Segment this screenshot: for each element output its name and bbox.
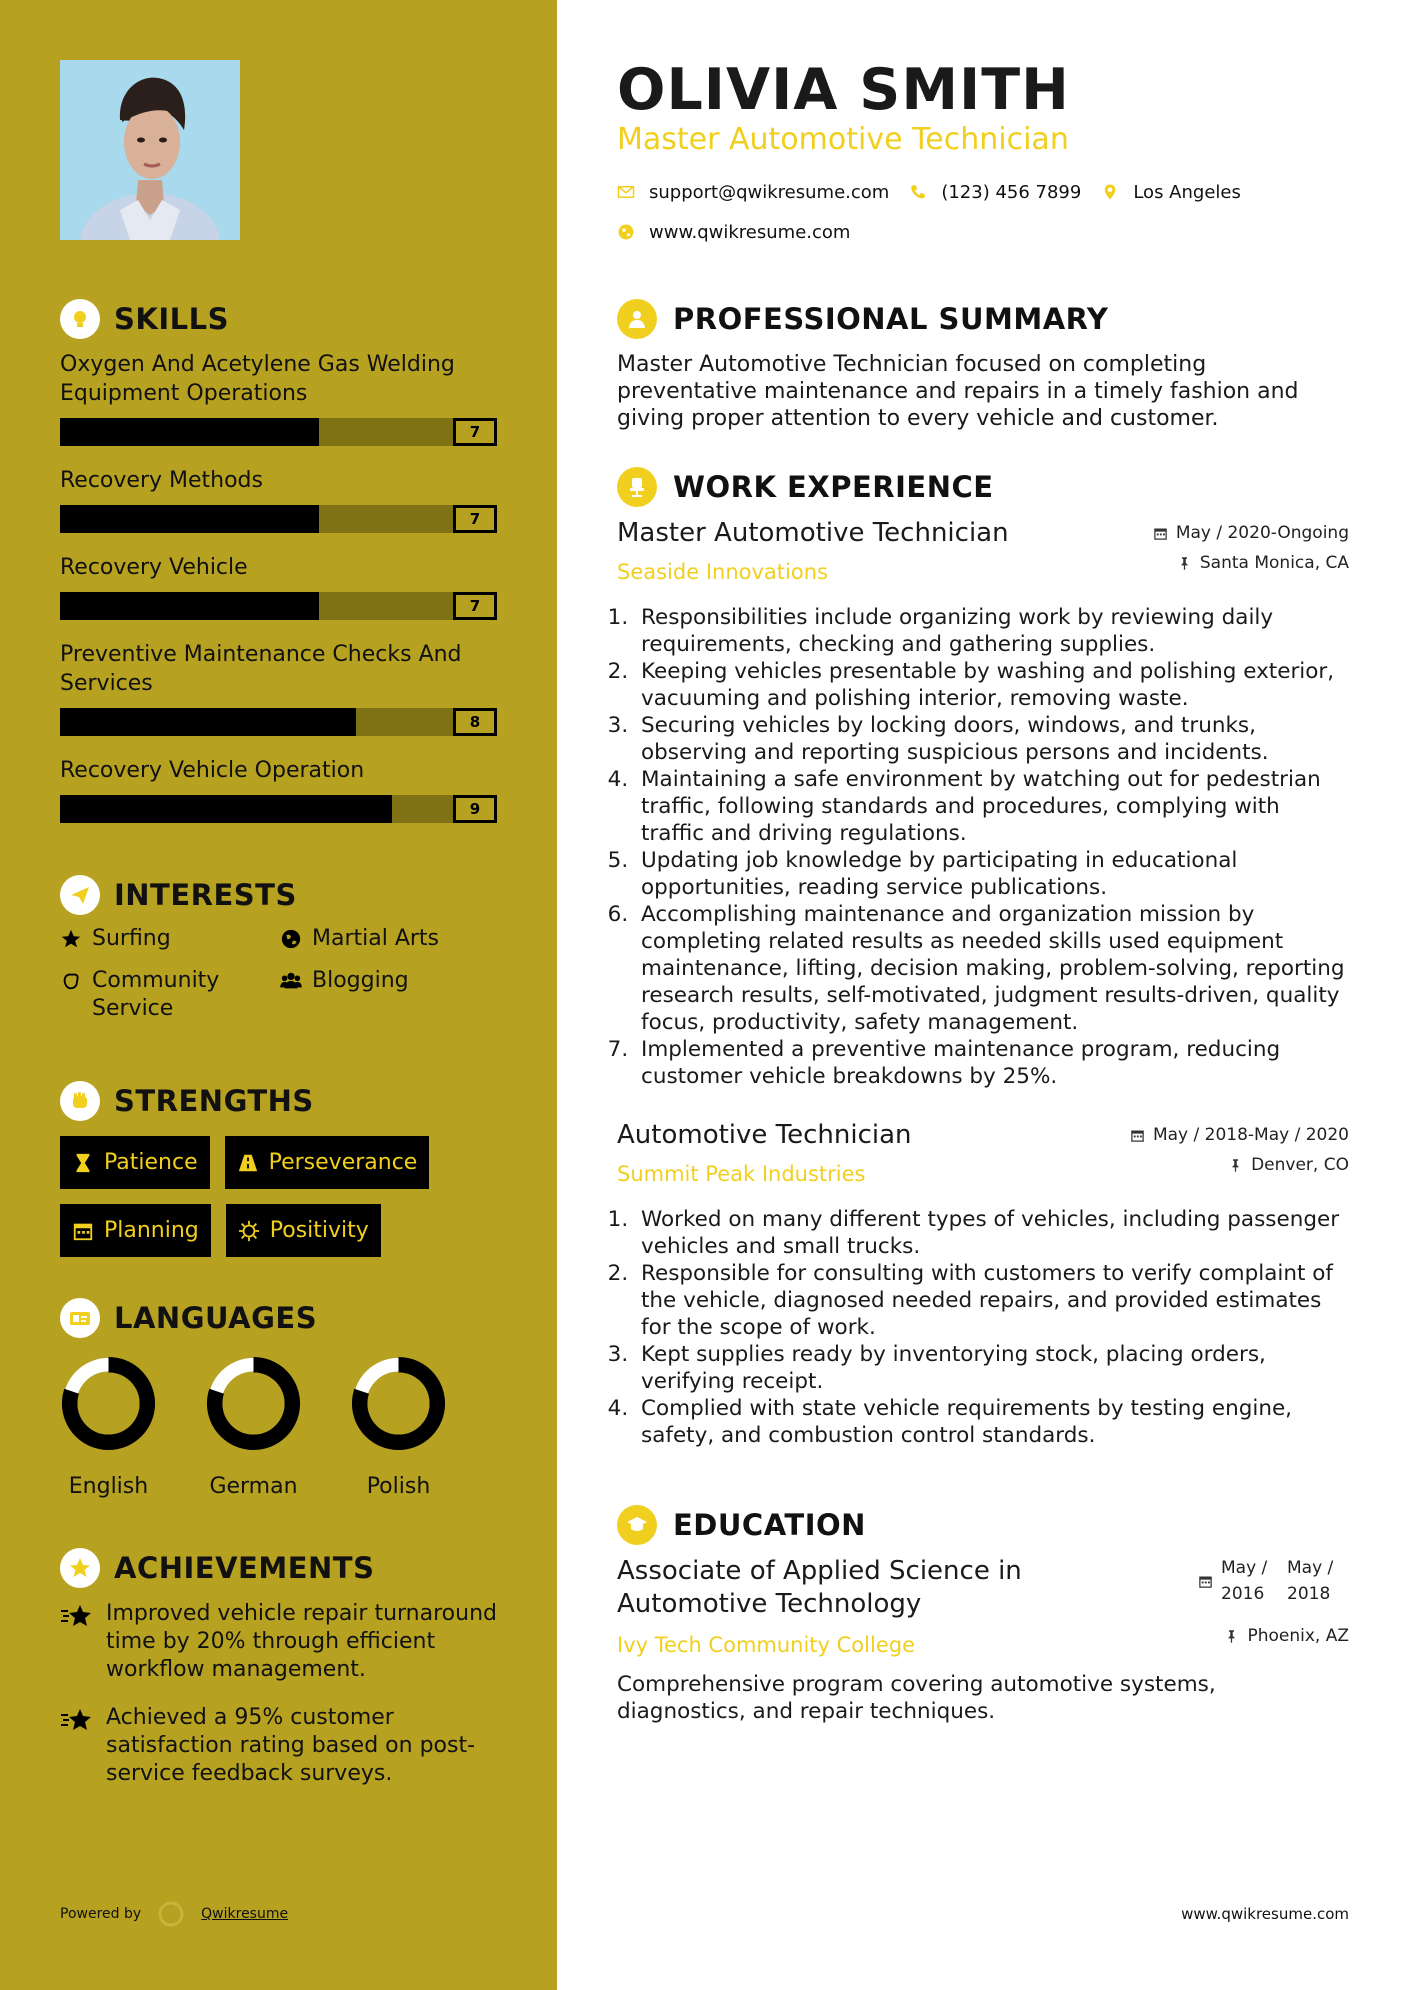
calendar-icon xyxy=(72,1220,94,1242)
strength-badge xyxy=(60,1204,211,1257)
skill-bar xyxy=(60,795,497,823)
hourglass-icon xyxy=(72,1152,94,1174)
responsibility-item: 5. Updating job knowledge by participating in educational opportunities, reading service publications. xyxy=(635,847,1349,901)
calendar-icon xyxy=(1130,1128,1145,1143)
job-responsibilities xyxy=(617,1206,1349,1449)
skill-score: 7 xyxy=(453,592,497,620)
responsibility-item: 1. Worked on many different types of vehicles, including passenger vehicles and small trucks. xyxy=(635,1206,1349,1260)
achievement-item xyxy=(60,1600,500,1684)
education-location: Phoenix, AZ xyxy=(1247,1626,1349,1646)
education-entry xyxy=(617,1555,1349,1725)
interests-heading xyxy=(60,875,297,915)
skill-bar xyxy=(60,592,497,620)
paper-plane-icon xyxy=(60,875,100,915)
interest-item xyxy=(280,967,500,1023)
main-content xyxy=(617,0,1349,1990)
strengths-list xyxy=(60,1136,500,1257)
phone-item[interactable] xyxy=(909,182,1081,203)
location-item xyxy=(1101,182,1241,203)
skill-fill xyxy=(60,505,319,533)
strength-badge xyxy=(225,1136,430,1189)
responsibility-item: 2. Keeping vehicles presentable by washing and polishing exterior, vacuuming and polishing interior, removing waste. xyxy=(635,658,1349,712)
skill-bar xyxy=(60,418,497,446)
experience-heading xyxy=(617,467,994,507)
job-location: Santa Monica, CA xyxy=(1199,553,1349,573)
powered-by xyxy=(60,1900,288,1928)
skill-item xyxy=(60,350,500,446)
summary-title: PROFESSIONAL SUMMARY xyxy=(673,302,1109,336)
language-ring xyxy=(60,1355,157,1452)
responsibility-item: 3. Securing vehicles by locking doors, windows, and trunks, observing and reporting suspicious persons and incidents. xyxy=(635,712,1349,766)
education-meta xyxy=(1179,1555,1349,1651)
shooting-star-icon xyxy=(60,1706,94,1736)
achievements-list xyxy=(60,1600,500,1808)
website-item[interactable] xyxy=(617,222,850,243)
pushpin-icon xyxy=(1228,1158,1243,1173)
interest-label: Community Service xyxy=(92,968,220,1021)
skill-bar xyxy=(60,505,497,533)
job-meta xyxy=(1130,1120,1349,1180)
languages-list xyxy=(60,1355,500,1499)
location-text: Los Angeles xyxy=(1133,181,1241,203)
degree: Associate of Applied Science in Automotive Technology xyxy=(617,1556,1022,1619)
skills-list xyxy=(60,350,500,843)
strength-badge xyxy=(226,1204,381,1257)
skill-fill xyxy=(60,418,319,446)
language-name: English xyxy=(68,1474,149,1499)
qwikresume-logo-icon xyxy=(157,1900,185,1928)
skill-item xyxy=(60,553,500,620)
job-company: Seaside Innovations xyxy=(617,560,828,584)
strength-label: Planning xyxy=(104,1218,199,1243)
candidate-name: OLIVIA SMITH xyxy=(617,57,1070,123)
interest-item xyxy=(60,967,280,1023)
star-icon xyxy=(60,928,82,950)
strength-label: Patience xyxy=(104,1150,198,1175)
summary-heading xyxy=(617,299,1108,339)
pushpin-icon xyxy=(1224,1629,1239,1644)
lightbulb-icon xyxy=(60,299,100,339)
job-dates: May / 2020-Ongoing xyxy=(1175,523,1349,543)
pushpin-icon xyxy=(1177,556,1192,571)
skill-bar xyxy=(60,708,497,736)
achievement-text: Improved vehicle repair turnaround time by 20% through efficient workflow management. xyxy=(106,1601,497,1682)
achievements-heading xyxy=(60,1548,374,1588)
strength-label: Positivity xyxy=(269,1218,369,1243)
strength-badge xyxy=(60,1136,210,1189)
school: Ivy Tech Community College xyxy=(617,1633,915,1657)
skill-score: 9 xyxy=(453,795,497,823)
strengths-heading xyxy=(60,1081,314,1121)
fist-icon xyxy=(60,1081,100,1121)
achievements-title: ACHIEVEMENTS xyxy=(114,1551,375,1585)
skill-item xyxy=(60,466,500,533)
calendar-icon xyxy=(1153,526,1168,541)
skill-name: Oxygen And Acetylene Gas Welding Equipment Operations xyxy=(60,352,455,406)
education-description: Comprehensive program covering automotive systems, diagnostics, and repair techniques. xyxy=(617,1672,1216,1724)
job-meta xyxy=(1153,518,1349,578)
skill-name: Recovery Methods xyxy=(60,468,263,493)
responsibility-item: 6. Accomplishing maintenance and organization mission by completing related results as needed skills used equipment maintenance, lifting, decision making, problem-solving, reporting research results, self-motivated, judgment results-driven, quality focus, productivity, safety management. xyxy=(635,901,1349,1036)
graduation-icon xyxy=(617,1505,657,1545)
language-card-icon xyxy=(60,1298,100,1338)
education-end: May / 2018 xyxy=(1287,1558,1334,1604)
language-item xyxy=(350,1355,447,1499)
job-company: Summit Peak Industries xyxy=(617,1162,866,1186)
job-dates: May / 2018-May / 2020 xyxy=(1152,1125,1349,1145)
office-chair-icon xyxy=(617,467,657,507)
summary-text: Master Automotive Technician focused on completing preventative maintenance and repairs in a timely fashion and giving proper attention to every vehicle and customer. xyxy=(617,352,1299,431)
envelope-icon xyxy=(617,183,635,201)
email-text: support@qwikresume.com xyxy=(649,181,890,203)
language-name: German xyxy=(209,1474,298,1499)
skills-heading xyxy=(60,299,229,339)
website-text: www.qwikresume.com xyxy=(649,221,851,243)
candidate-title: Master Automotive Technician xyxy=(617,122,1069,157)
skills-title: SKILLS xyxy=(114,302,229,336)
skill-score: 8 xyxy=(453,708,497,736)
interest-item xyxy=(280,925,500,953)
qwikresume-link[interactable]: Qwikresume xyxy=(201,1906,289,1922)
award-star-icon xyxy=(60,1548,100,1588)
education-heading xyxy=(617,1505,866,1545)
experience-title: WORK EXPERIENCE xyxy=(673,470,994,504)
job-title: Master Automotive Technician xyxy=(617,518,1009,548)
users-icon xyxy=(280,970,302,992)
responsibility-item: 4. Maintaining a safe environment by watching out for pedestrian traffic, following standards and procedures, complying with traffic and driving regulations. xyxy=(635,766,1349,847)
achievement-text: Achieved a 95% customer satisfaction rating based on post-service feedback surveys. xyxy=(106,1705,476,1786)
responsibility-item: 4. Complied with state vehicle requirements by testing engine, safety, and combustion control standards. xyxy=(635,1395,1349,1449)
job-entry xyxy=(617,1120,1349,1449)
calendar-icon xyxy=(1198,1574,1213,1589)
languages-heading xyxy=(60,1298,317,1338)
skill-score: 7 xyxy=(453,418,497,446)
strength-label: Perseverance xyxy=(268,1150,418,1175)
languages-title: LANGUAGES xyxy=(114,1301,318,1335)
language-ring xyxy=(350,1355,447,1452)
responsibility-item: 7. Implemented a preventive maintenance program, reducing customer vehicle breakdowns by 25%. xyxy=(635,1036,1349,1090)
map-pin-icon xyxy=(1101,183,1119,201)
responsibility-item: 3. Kept supplies ready by inventorying stock, placing orders, verifying receipt. xyxy=(635,1341,1349,1395)
skill-fill xyxy=(60,592,319,620)
globe-icon xyxy=(280,928,302,950)
skill-fill xyxy=(60,708,356,736)
interest-item xyxy=(60,925,280,953)
skill-item xyxy=(60,640,500,736)
achievement-item xyxy=(60,1704,500,1788)
globe-icon xyxy=(617,223,635,241)
responsibility-item: 1. Responsibilities include organizing work by reviewing daily requirements, checking and gathering supplies. xyxy=(635,604,1349,658)
contact-info xyxy=(617,178,1241,258)
sidebar xyxy=(0,0,557,1990)
language-ring xyxy=(205,1355,302,1452)
interests-list xyxy=(60,925,500,1023)
phone-text: (123) 456 7899 xyxy=(941,181,1082,203)
interests-title: INTERESTS xyxy=(114,878,297,912)
phone-icon xyxy=(909,183,927,201)
profile-photo xyxy=(60,60,240,240)
shooting-star-icon xyxy=(60,1602,94,1632)
education-title: EDUCATION xyxy=(673,1508,866,1542)
skill-name: Preventive Maintenance Checks And Services xyxy=(60,642,462,696)
skill-item xyxy=(60,756,500,823)
language-item xyxy=(205,1355,302,1499)
email-item[interactable] xyxy=(617,182,889,203)
strengths-title: STRENGTHS xyxy=(114,1084,314,1118)
skill-fill xyxy=(60,795,392,823)
road-icon xyxy=(237,1152,259,1174)
job-entry xyxy=(617,518,1349,1090)
job-responsibilities xyxy=(617,604,1349,1090)
footer-website[interactable]: www.qwikresume.com xyxy=(1181,1905,1349,1923)
interest-label: Surfing xyxy=(92,926,171,951)
sun-icon xyxy=(238,1220,260,1242)
interest-label: Martial Arts xyxy=(312,926,440,951)
education-start: May / 2016 xyxy=(1221,1558,1268,1604)
job-title: Automotive Technician xyxy=(617,1120,912,1150)
hand-icon xyxy=(60,970,82,992)
responsibility-item: 2. Responsible for consulting with customers to verify complaint of the vehicle, diagnosed needed repairs, and provided estimates for the scope of work. xyxy=(635,1260,1349,1341)
skill-name: Recovery Vehicle Operation xyxy=(60,758,365,783)
language-name: Polish xyxy=(366,1474,431,1499)
powered-by-label: Powered by xyxy=(60,1906,142,1922)
skill-name: Recovery Vehicle xyxy=(60,555,248,580)
job-location: Denver, CO xyxy=(1251,1155,1349,1175)
language-item xyxy=(60,1355,157,1499)
user-icon xyxy=(617,299,657,339)
skill-score: 7 xyxy=(453,505,497,533)
interest-label: Blogging xyxy=(312,968,409,993)
